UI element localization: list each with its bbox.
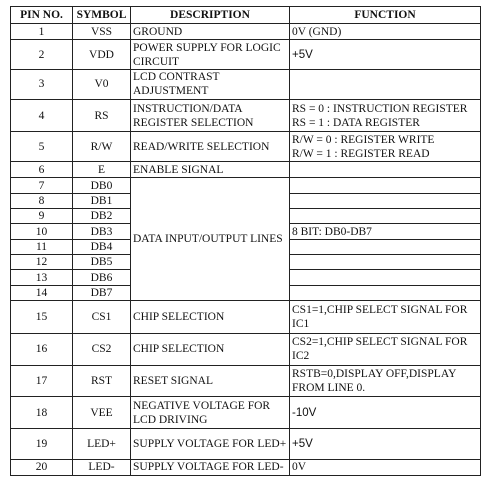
table-body <box>11 24 481 476</box>
table-row <box>11 132 481 162</box>
symbol-cell: DB4 <box>73 239 131 254</box>
header-row <box>11 7 481 24</box>
symbol-cell: DB5 <box>73 255 131 270</box>
table-row <box>11 459 481 475</box>
function-cell <box>290 255 481 270</box>
function-cell <box>290 40 481 70</box>
symbol-cell: DB7 <box>73 285 131 300</box>
function-text: -10V <box>292 406 317 419</box>
function-cell <box>290 70 481 100</box>
symbol-cell: CS2 <box>73 333 131 365</box>
pin-number-cell: 13 <box>11 270 73 285</box>
function-text: +5V <box>292 48 313 61</box>
description-cell: CHIP SELECTION <box>131 333 290 365</box>
pin-number-cell: 10 <box>11 224 73 239</box>
function-text: CS1=1,CHIP SELECT SIGNAL FOR IC1 <box>292 303 468 330</box>
function-cell <box>290 178 481 193</box>
pin-number-cell: 4 <box>11 99 73 132</box>
table-row <box>11 301 481 334</box>
function-text: RS = 1 : DATA REGISTER <box>292 116 420 129</box>
description-cell: ENABLE SIGNAL <box>131 162 290 178</box>
function-cell <box>290 397 481 429</box>
pin-number-cell: 5 <box>11 132 73 162</box>
pin-number-cell: 17 <box>11 365 73 397</box>
symbol-cell: RS <box>73 99 131 132</box>
symbol-cell: LED- <box>73 459 131 475</box>
function-text: R/W = 1 : REGISTER READ <box>292 147 430 160</box>
function-cell <box>290 24 481 40</box>
function-cell <box>290 270 481 285</box>
pin-number-cell: 8 <box>11 193 73 208</box>
function-cell <box>290 99 481 132</box>
description-cell: SUPPLY VOLTAGE FOR LED+ <box>131 428 290 459</box>
table-row <box>11 162 481 178</box>
pin-number-cell: 6 <box>11 162 73 178</box>
table-row <box>11 428 481 459</box>
table-row <box>11 70 481 100</box>
table-row <box>11 99 481 132</box>
table-row <box>11 333 481 365</box>
function-text: 0V <box>292 461 307 474</box>
symbol-cell: LED+ <box>73 428 131 459</box>
function-text: RS = 0 : INSTRUCTION REGISTER <box>292 102 468 115</box>
function-cell <box>290 239 481 254</box>
description-cell: NEGATIVE VOLTAGE FOR LCD DRIVING <box>131 397 290 429</box>
pin-number-cell: 16 <box>11 333 73 365</box>
function-text: CS2=1,CHIP SELECT SIGNAL FOR IC2 <box>292 336 468 363</box>
description-cell: LCD CONTRAST ADJUSTMENT <box>131 70 290 100</box>
pin-description-table <box>10 6 481 476</box>
symbol-cell: CS1 <box>73 301 131 334</box>
pin-number-cell: 7 <box>11 178 73 193</box>
function-cell <box>290 162 481 178</box>
function-cell <box>290 301 481 334</box>
pin-number-cell: 3 <box>11 70 73 100</box>
header-pin-no: PIN NO. <box>11 7 73 24</box>
header-symbol: SYMBOL <box>73 7 131 24</box>
function-cell <box>290 428 481 459</box>
function-cell <box>290 365 481 397</box>
function-cell: 8 BIT: DB0-DB7 <box>290 224 481 239</box>
function-text: RSTB=0,DISPLAY OFF,DISPLAY FROM LINE 0. <box>292 367 456 394</box>
function-cell <box>290 285 481 300</box>
function-cell <box>290 132 481 162</box>
table-row <box>11 397 481 429</box>
symbol-cell: DB3 <box>73 224 131 239</box>
pin-number-cell: 1 <box>11 24 73 40</box>
symbol-cell: R/W <box>73 132 131 162</box>
function-cell <box>290 193 481 208</box>
function-cell <box>290 459 481 475</box>
description-cell: SUPPLY VOLTAGE FOR LED- <box>131 459 290 475</box>
table-row <box>11 40 481 70</box>
header-function: FUNCTION <box>290 7 481 24</box>
description-cell: DATA INPUT/OUTPUT LINES <box>131 178 290 301</box>
symbol-cell: VSS <box>73 24 131 40</box>
function-cell <box>290 333 481 365</box>
table-row <box>11 365 481 397</box>
description-cell: INSTRUCTION/DATA REGISTER SELECTION <box>131 99 290 132</box>
symbol-cell: DB0 <box>73 178 131 193</box>
symbol-cell: E <box>73 162 131 178</box>
description-cell: POWER SUPPLY FOR LOGIC CIRCUIT <box>131 40 290 70</box>
header-description: DESCRIPTION <box>131 7 290 24</box>
table-row <box>11 24 481 40</box>
symbol-cell: RST <box>73 365 131 397</box>
function-text: +5V <box>292 437 313 450</box>
symbol-cell: DB2 <box>73 209 131 224</box>
function-text: R/W = 0 : REGISTER WRITE <box>292 133 435 146</box>
pin-number-cell: 18 <box>11 397 73 429</box>
pin-number-cell: 19 <box>11 428 73 459</box>
pin-number-cell: 14 <box>11 285 73 300</box>
pin-number-cell: 2 <box>11 40 73 70</box>
function-cell <box>290 209 481 224</box>
pin-number-cell: 9 <box>11 209 73 224</box>
function-text: 0V (GND) <box>292 25 342 38</box>
description-cell: CHIP SELECTION <box>131 301 290 334</box>
symbol-cell: V0 <box>73 70 131 100</box>
description-cell: RESET SIGNAL <box>131 365 290 397</box>
symbol-cell: VEE <box>73 397 131 429</box>
description-cell: READ/WRITE SELECTION <box>131 132 290 162</box>
pin-number-cell: 15 <box>11 301 73 334</box>
pin-number-cell: 12 <box>11 255 73 270</box>
table-row <box>11 178 481 193</box>
description-cell: GROUND <box>131 24 290 40</box>
pin-number-cell: 20 <box>11 459 73 475</box>
pin-number-cell: 11 <box>11 239 73 254</box>
symbol-cell: DB6 <box>73 270 131 285</box>
symbol-cell: DB1 <box>73 193 131 208</box>
symbol-cell: VDD <box>73 40 131 70</box>
